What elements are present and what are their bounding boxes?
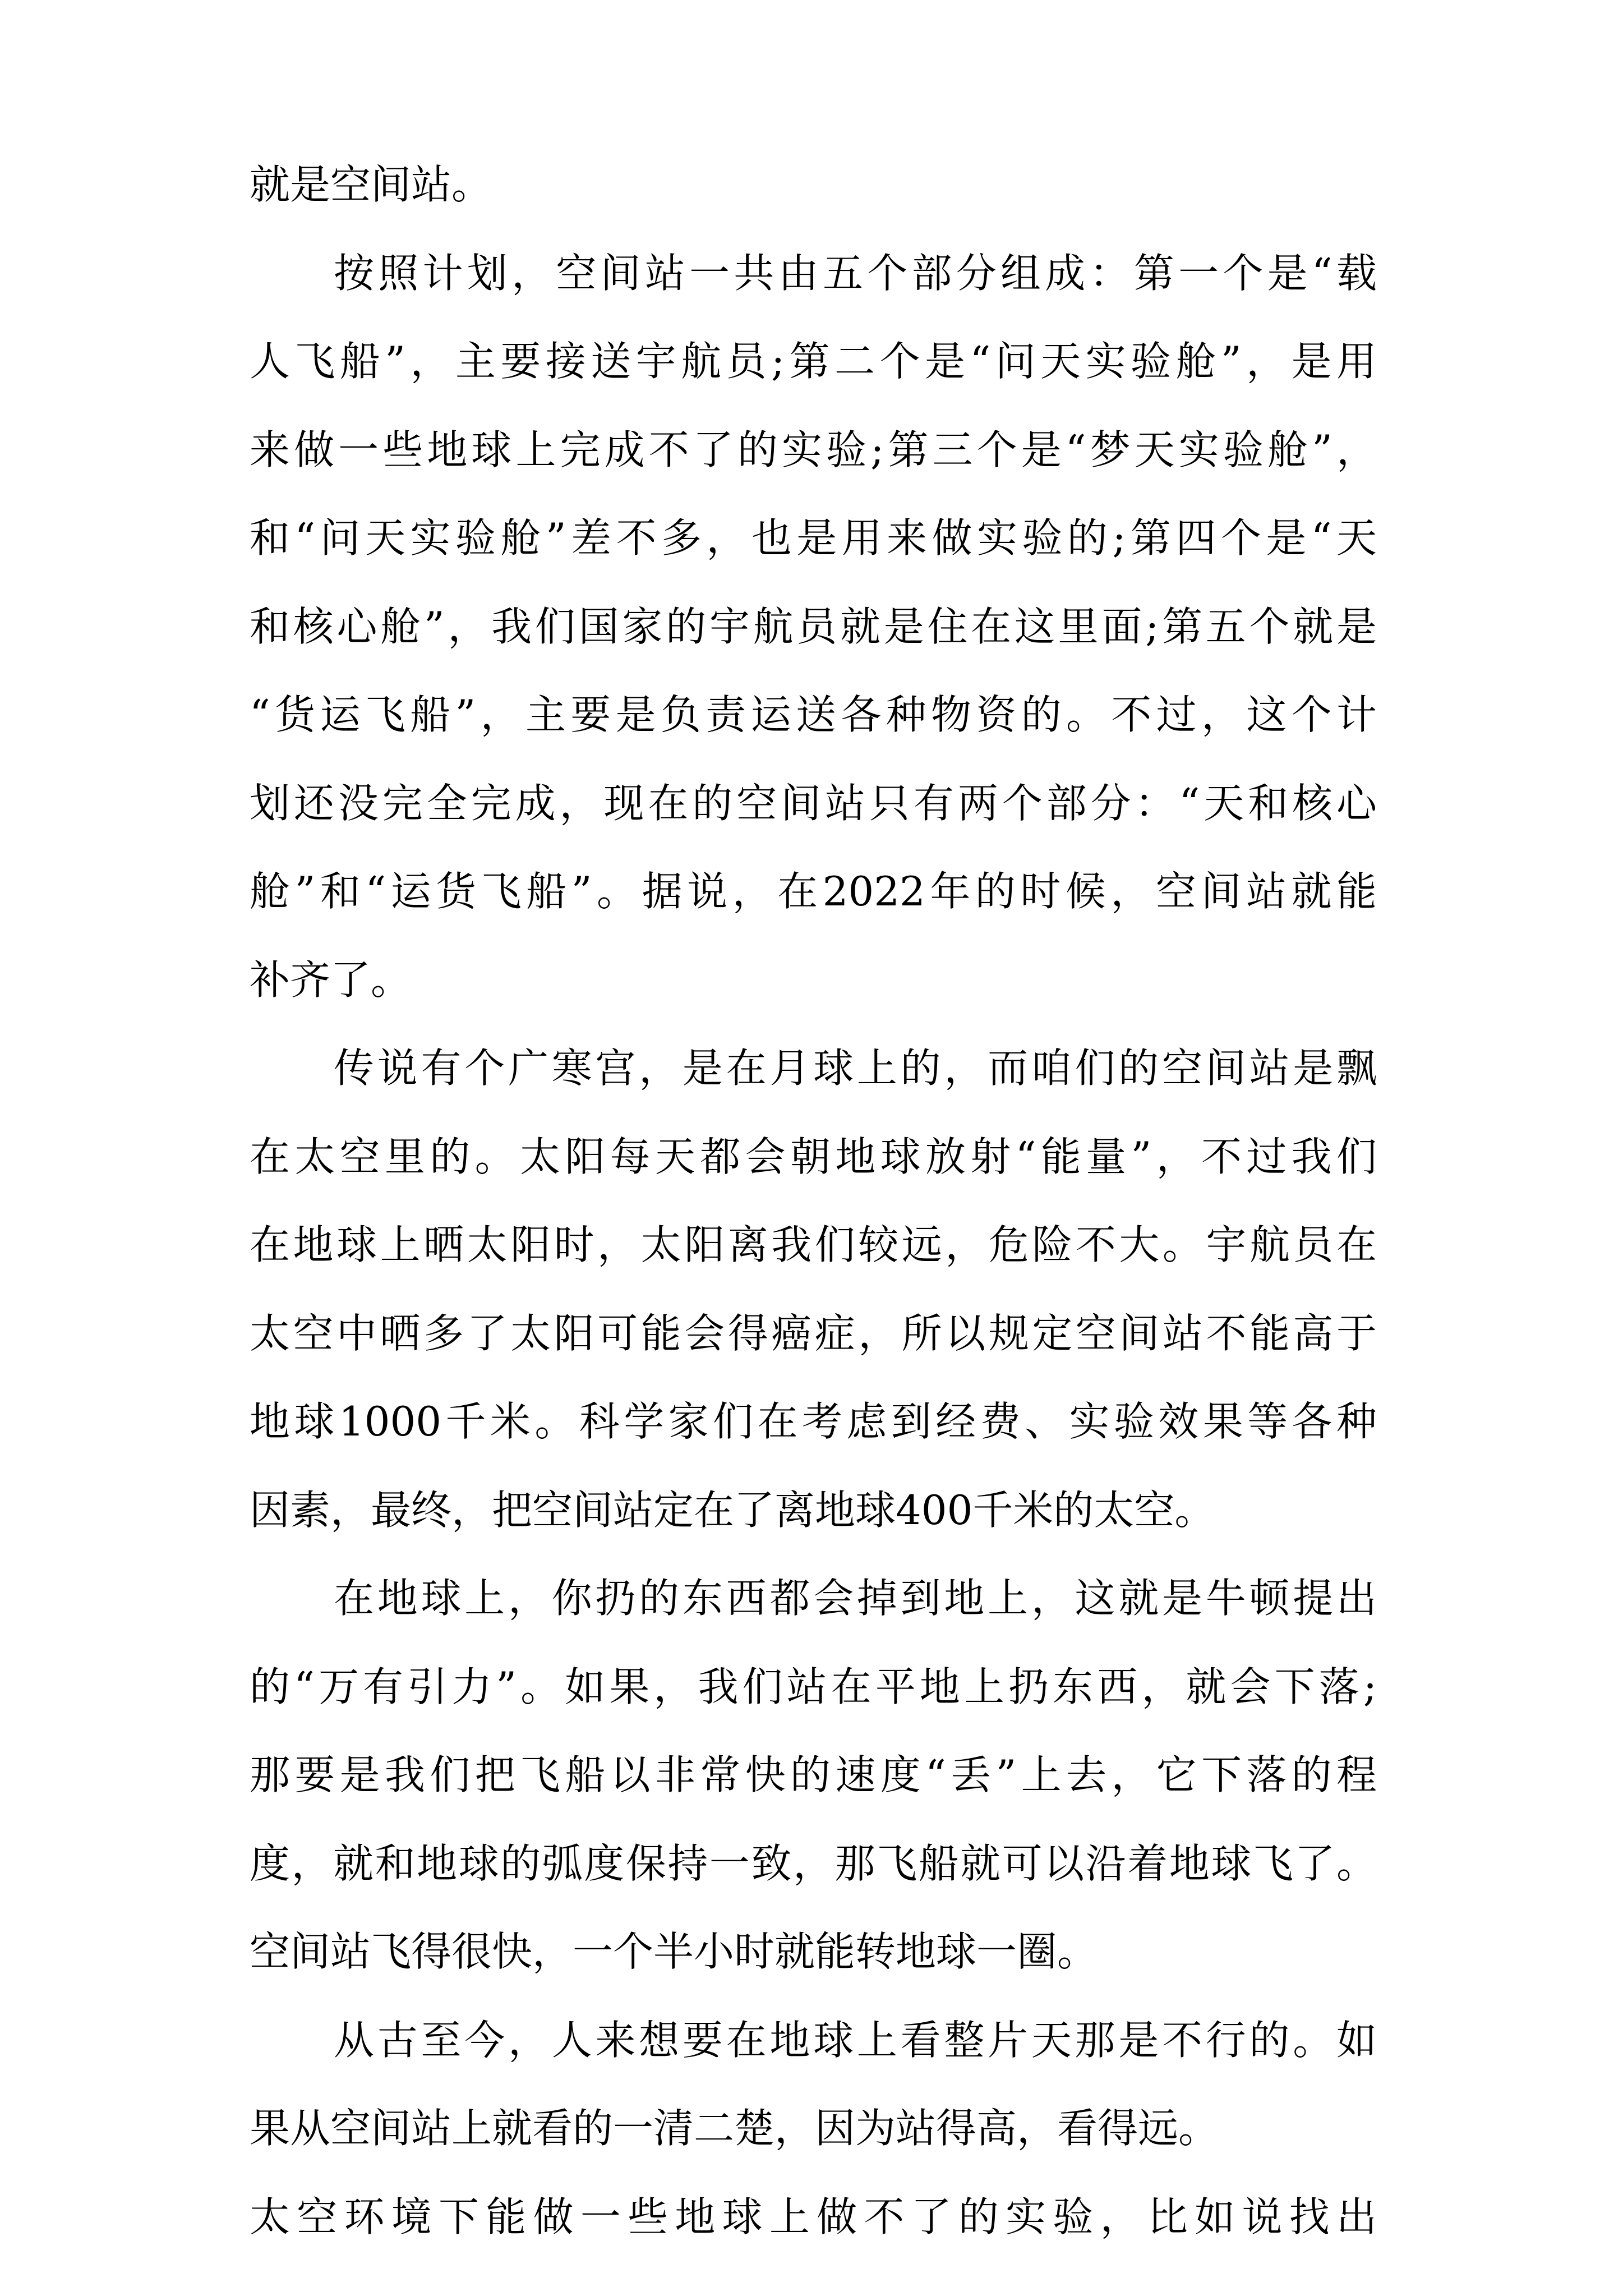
text-line: 度，就和地球的弧度保持一致，那飞船就可以沿着地球飞了。 [250,1840,1377,1887]
text-line: 空间站飞得很快，一个半小时就能转地球一圈。 [250,1928,1098,1975]
text-line: “货运飞船”，主要是负责运送各种物资的。不过，这个计 [250,691,1377,738]
text-line: 的“万有引力”。如果，我们站在平地上扔东西，就会下落; [250,1663,1377,1710]
text-line: 太空中晒多了太阳可能会得癌症，所以规定空间站不能高于 [250,1310,1377,1357]
text-line: 就是空间站。 [250,161,492,208]
text-line: 那要是我们把飞船以非常快的速度“丢”上去，它下落的程 [250,1751,1377,1798]
text-line: 划还没完全完成，现在的空间站只有两个部分：“天和核心 [250,780,1377,827]
text-line: 太空环境下能做一些地球上做不了的实验，比如说找出 [250,2193,1377,2240]
text-line: 果从空间站上就看的一清二楚，因为站得高，看得远。 [250,2105,1219,2152]
paragraph-first-line: 在地球上，你扔的东西都会掉到地上，这就是牛顿提出 [334,1575,1377,1622]
text-line: 在太空里的。太阳每天都会朝地球放射“能量”，不过我们 [250,1133,1377,1180]
text-line: 和核心舱”，我们国家的宇航员就是住在这里面;第五个就是 [250,603,1377,650]
text-line: 地球1000千米。科学家们在考虑到经费、实验效果等各种 [250,1398,1377,1445]
text-line: 补齐了。 [250,956,412,1004]
paragraph-first-line: 按照计划，空间站一共由五个部分组成：第一个是“载 [334,250,1377,297]
text-line: 舱”和“运货飞船”。据说，在2022年的时候，空间站就能 [250,868,1377,915]
text-line: 和“问天实验舱”差不多，也是用来做实验的;第四个是“天 [250,514,1377,562]
text-line: 因素，最终，把空间站定在了离地球400千米的太空。 [250,1487,1215,1534]
paragraph-first-line: 传说有个广寒宫，是在月球上的，而咱们的空间站是飘 [334,1045,1377,1092]
paragraph-first-line: 从古至今，人来想要在地球上看整片天那是不行的。如 [334,2017,1377,2064]
text-line: 来做一些地球上完成不了的实验;第三个是“梦天实验舱”， [250,426,1377,473]
text-line: 在地球上晒太阳时，太阳离我们较远，危险不大。宇航员在 [250,1221,1377,1268]
text-line: 人飞船”，主要接送宇航员;第二个是“问天实验舱”，是用 [250,338,1377,385]
